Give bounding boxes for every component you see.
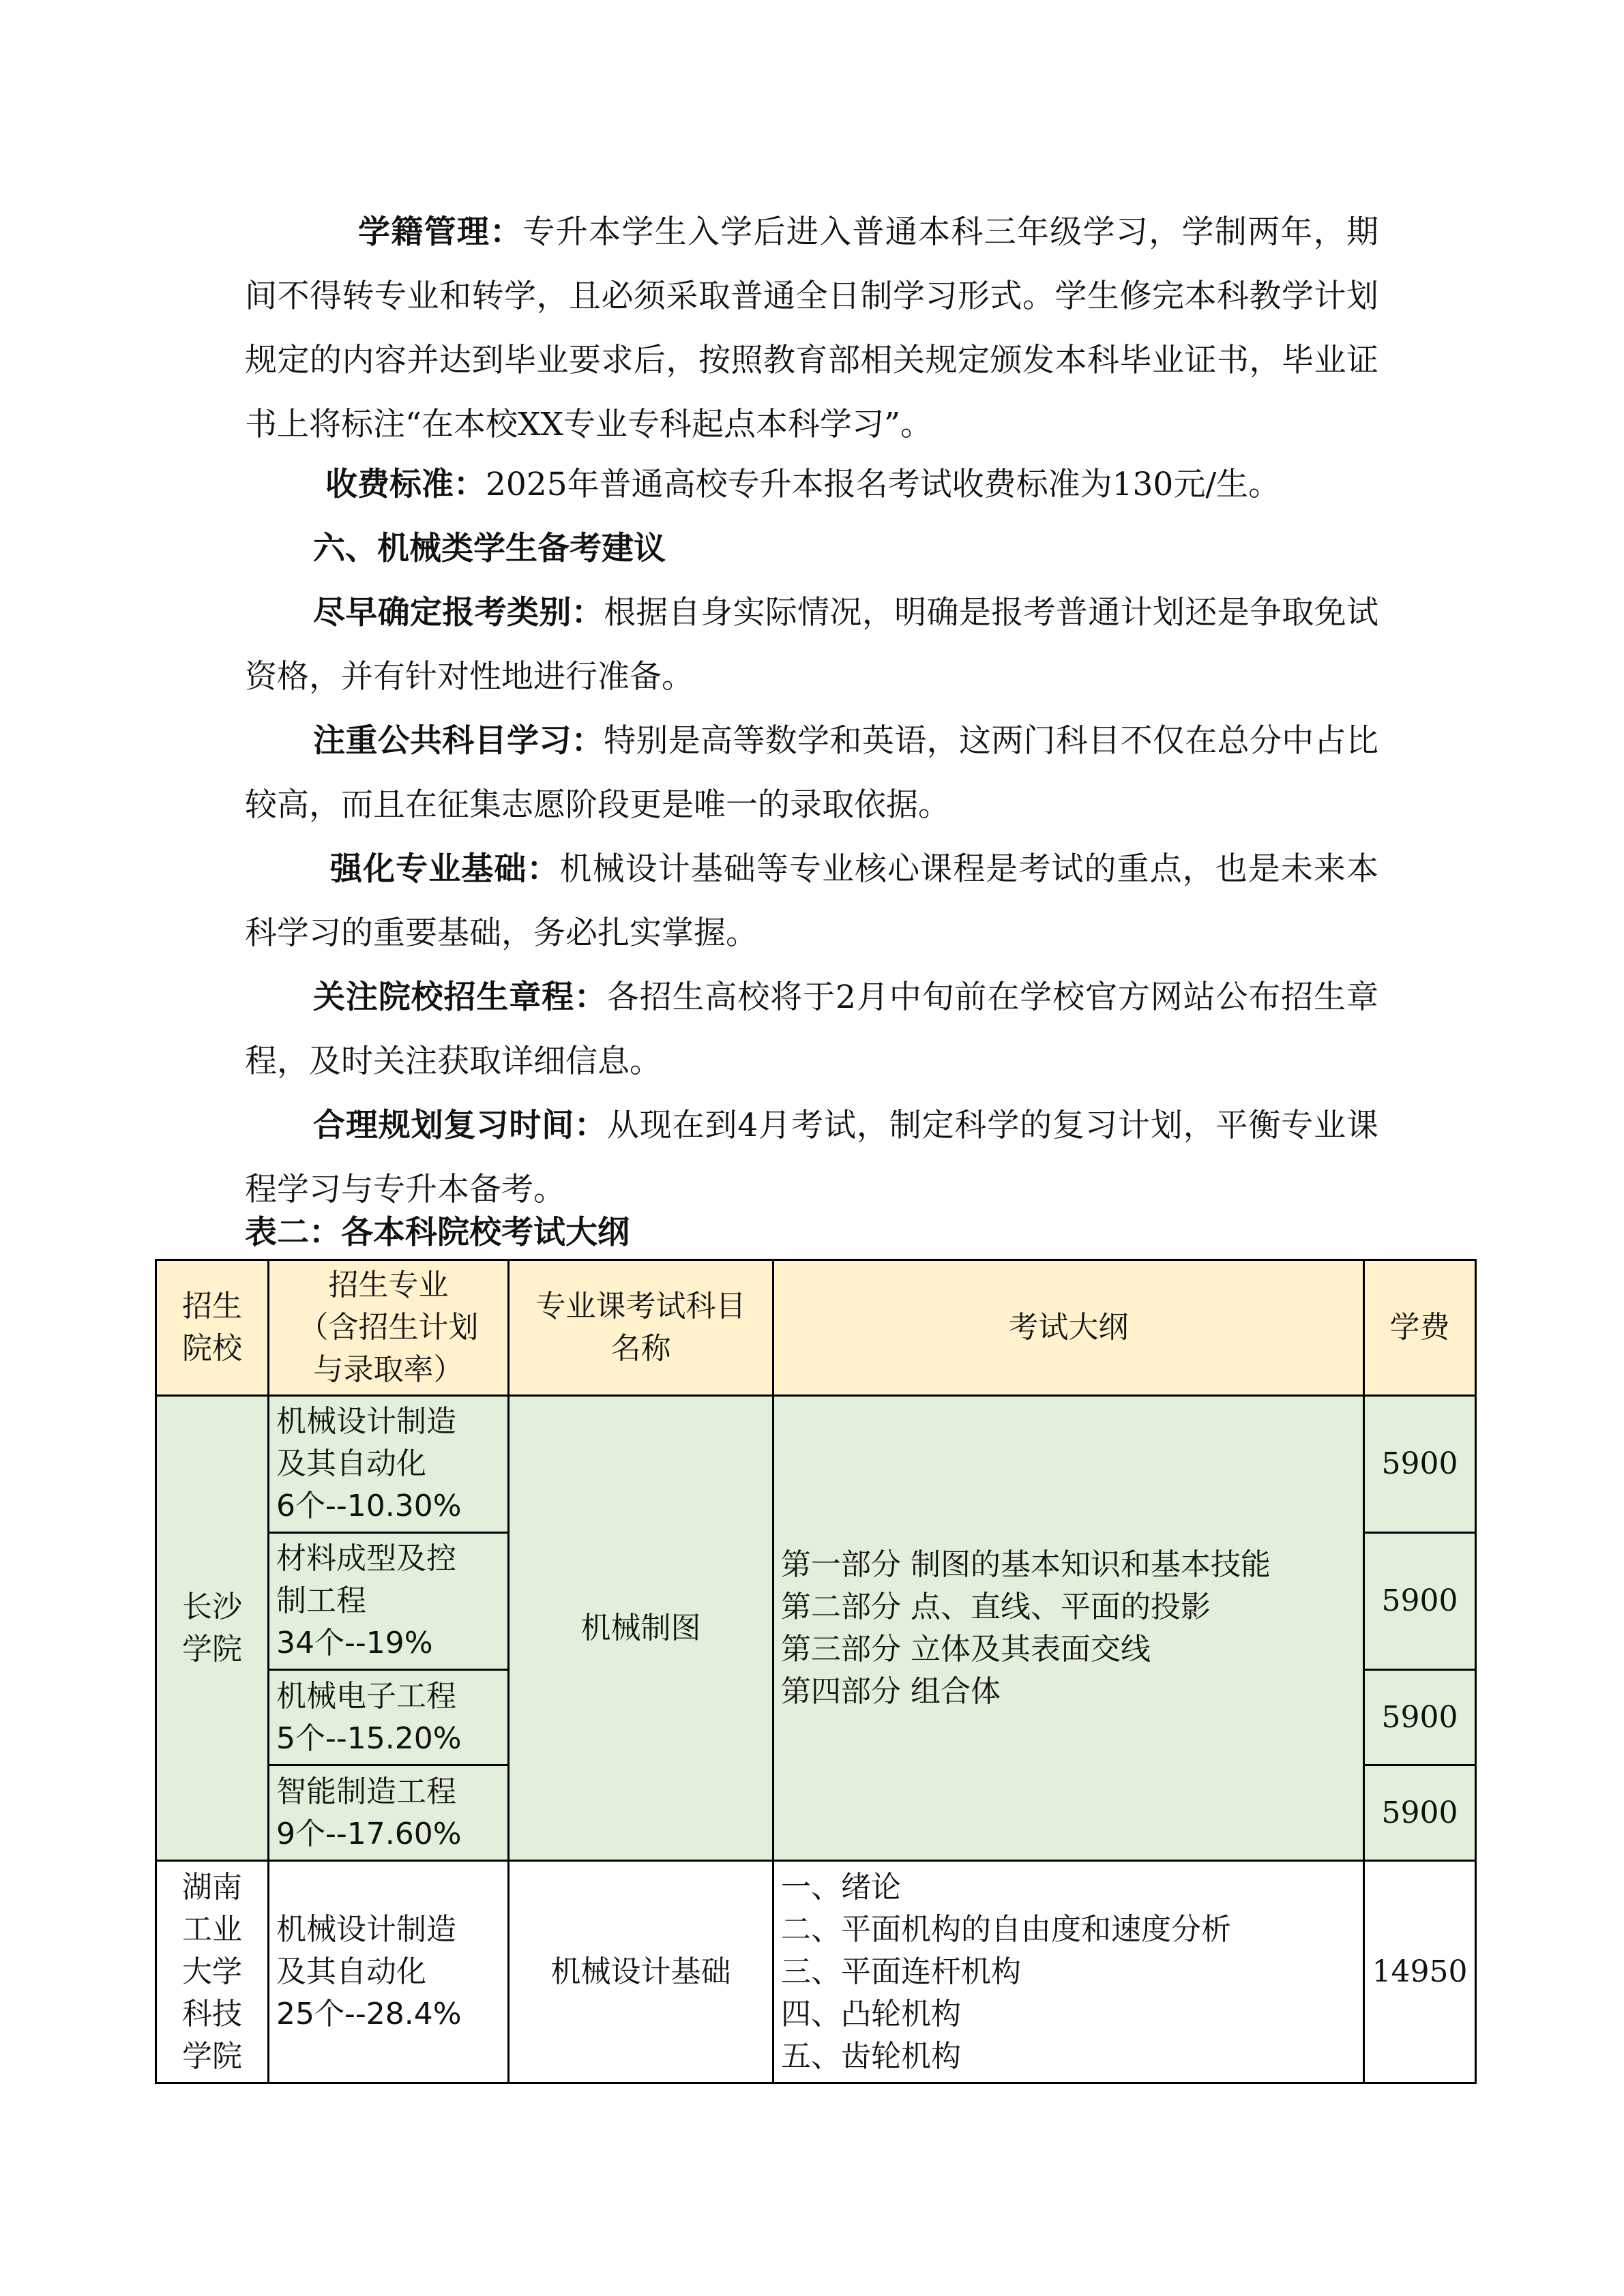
paragraph-text: 专升本学生入学后进入普通本科三年级学习，学制两年，期间不得转专业和转学，且必须采取普通全日制学习形式。学生修完本科教学计划规定的内容并达到毕业要求后，按照教育部相关规定颁发本科毕业证书，毕业证书上将标注“在本校XX专业专科起点本科学习”。 <box>245 213 1378 443</box>
table-caption: 表二：各本科院校考试大纲 <box>245 1214 630 1251</box>
table-row <box>156 1396 1476 1533</box>
advice-text: 机械设计基础等专业核心课程是考试的重点，也是未来本科学习的重要基础，务必扎实掌握。 <box>245 850 1378 952</box>
major-cell: 材料成型及控 制工程 34个--19% <box>269 1533 509 1670</box>
table-row <box>156 1861 1476 2083</box>
major-cell: 智能制造工程 9个--17.60% <box>269 1765 509 1861</box>
syllabus-table <box>155 1259 1477 2084</box>
section-heading: 六、机械类学生备考建议 <box>313 530 666 567</box>
advice-text: 各招生高校将于2月中旬前在学校官方网站公布招生章程，及时关注获取详细信息。 <box>245 979 1378 1080</box>
advice-item <box>245 709 1378 837</box>
fee-cell: 5900 <box>1364 1670 1476 1765</box>
syllabus-cell: 一、绪论 二、平面机构的自由度和速度分析 三、平面连杆机构 四、凸轮机构 五、齿轮机构 <box>773 1861 1364 2083</box>
paragraph-lead: 学籍管理： <box>358 213 523 251</box>
paragraph-lead: 收费标准： <box>325 466 486 503</box>
major-cell: 机械设计制造 及其自动化 25个--28.4% <box>269 1861 509 2083</box>
advice-lead: 强化专业基础： <box>330 850 560 888</box>
fee-cell: 14950 <box>1364 1861 1476 2083</box>
advice-lead: 关注院校招生章程： <box>313 979 607 1016</box>
major-cell: 机械电子工程 5个--15.20% <box>269 1670 509 1765</box>
advice-item <box>245 837 1378 966</box>
advice-item <box>245 966 1378 1094</box>
advice-text: 特别是高等数学和英语，这两门科目不仅在总分中占比较高，而且在征集志愿阶段更是唯一的录取依据。 <box>245 722 1378 824</box>
fee-cell: 5900 <box>1364 1765 1476 1861</box>
table-header-row <box>156 1260 1476 1396</box>
advice-text: 根据自身实际情况，明确是报考普通计划还是争取免试资格，并有针对性地进行准备。 <box>245 594 1378 696</box>
major-cell: 机械设计制造 及其自动化 6个--10.30% <box>269 1396 509 1533</box>
advice-list <box>245 581 1378 1222</box>
advice-lead: 合理规划复习时间： <box>313 1107 607 1144</box>
advice-item <box>245 1094 1378 1222</box>
syllabus-cell: 第一部分 制图的基本知识和基本技能 第二部分 点、直线、平面的投影 第三部分 立体及其表面交线 第四部分 组合体 <box>773 1396 1364 1861</box>
header-school: 招生 院校 <box>156 1260 269 1396</box>
advice-lead: 注重公共科目学习： <box>313 722 604 760</box>
header-major: 招生专业 （含招生计划 与录取率） <box>269 1260 509 1396</box>
subject-cell: 机械制图 <box>509 1396 773 1861</box>
fee-cell: 5900 <box>1364 1396 1476 1533</box>
header-syllabus: 考试大纲 <box>773 1260 1364 1396</box>
advice-item <box>245 581 1378 709</box>
paragraph-text: 2025年普通高校专升本报名考试收费标准为130元/生。 <box>486 466 1281 503</box>
subject-cell: 机械设计基础 <box>509 1861 773 2083</box>
advice-lead: 尽早确定报考类别： <box>313 594 604 631</box>
header-subject: 专业课考试科目 名称 <box>509 1260 773 1396</box>
advice-text: 从现在到4月考试，制定科学的复习计划，平衡专业课程学习与专升本备考。 <box>245 1107 1378 1208</box>
paragraph-enrollment <box>245 200 1378 457</box>
school-name-cell: 长沙 学院 <box>156 1396 269 1861</box>
paragraph-fee <box>245 453 1378 517</box>
fee-cell: 5900 <box>1364 1533 1476 1670</box>
header-fee: 学费 <box>1364 1260 1476 1396</box>
school-name-cell: 湖南 工业 大学 科技 学院 <box>156 1861 269 2083</box>
